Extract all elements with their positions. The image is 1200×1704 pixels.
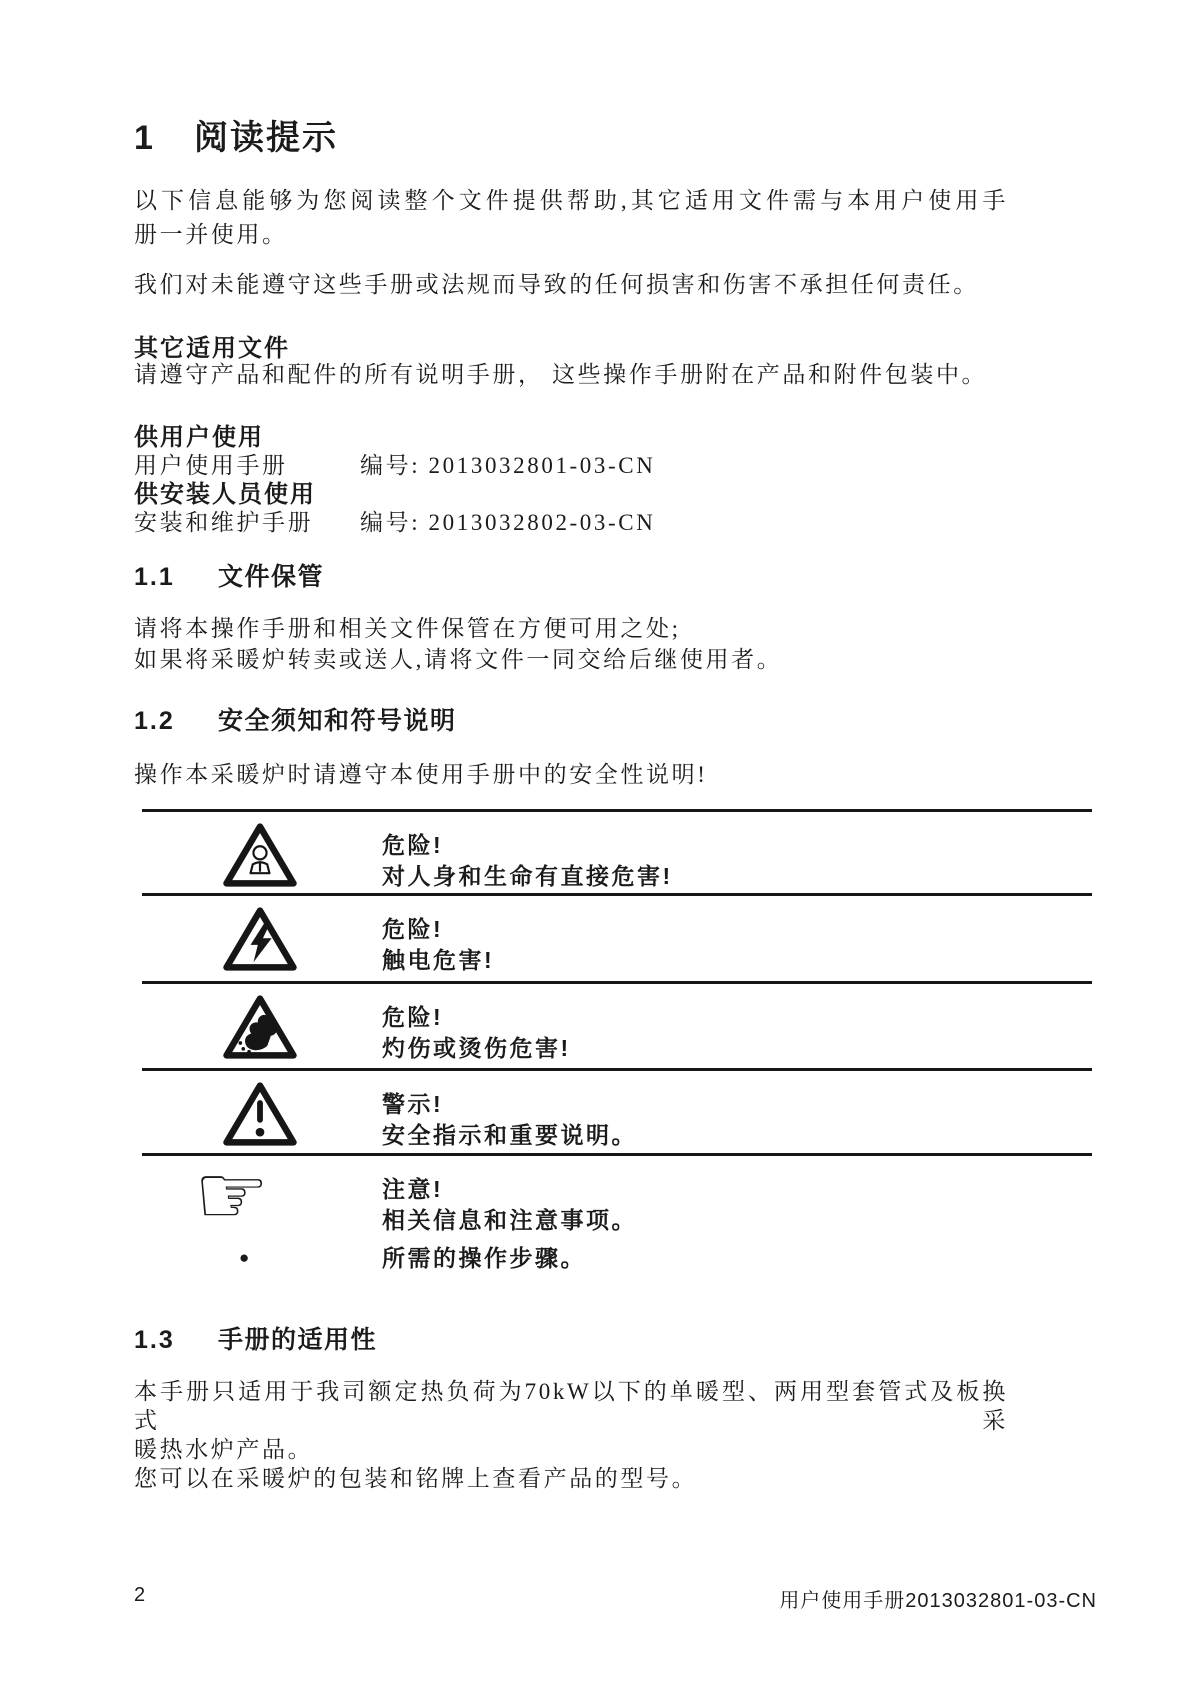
section-1-2-body: 操作本采暖炉时请遵守本使用手册中的安全性说明! [134,762,708,787]
chapter-title-text: 阅读提示 [194,119,338,157]
body-line: 暖热水炉产品。 [134,1437,314,1462]
doc-ref: 编号: 2013032801-03-CN [360,453,656,478]
symbol-text [382,1082,637,1151]
action-step-row [142,1243,1092,1274]
symbol-desc: 触电危害! [382,947,495,973]
section-heading-text: 手册的适用性 [218,1326,378,1354]
symbol-title: 危险! [382,832,444,858]
section-1-1-heading [134,557,324,593]
for-user-heading: 供用户使用 [134,424,264,451]
section-number: 1.3 [134,1326,175,1354]
section-1-3-body [134,1377,1008,1493]
symbol-title: 危险! [382,916,444,942]
footer-doc-ref: 用户使用手册2013032801-03-CN [779,1590,1097,1612]
doc-ref: 编号: 2013032802-03-CN [360,510,656,535]
bullet-icon: ● [239,1248,250,1267]
danger-person-triangle-icon [142,823,382,892]
symbol-row [142,981,1092,1068]
body-line: 您可以在采暖炉的包装和铭牌上查看产品的型号。 [134,1466,698,1491]
safety-symbol-table [142,809,1092,1274]
symbol-title: 警示! [382,1091,444,1117]
installer-doc-row [134,504,655,537]
symbol-text [382,1167,637,1236]
symbol-row [142,1068,1092,1153]
symbol-row [142,809,1092,893]
body-line: 本手册只适用于我司额定热负荷为70kW以下的单暖型、两用型套管式及板换式采 [134,1379,1008,1433]
warning-exclamation-triangle-icon [142,1082,382,1151]
symbol-title: 危险! [382,1004,444,1030]
intro-line-1: 以下信息能够为您阅读整个文件提供帮助,其它适用文件需与本用户使用手 [134,188,1008,213]
chapter-title [134,110,338,159]
symbol-desc: 安全指示和重要说明。 [382,1122,637,1148]
burn-scald-triangle-icon [142,995,382,1064]
action-step-text: 所需的操作步骤。 [382,1245,586,1271]
body-line: 如果将采暖炉转卖或送人,请将文件一同交给后继使用者。 [134,647,783,672]
page-number: 2 [134,1584,147,1606]
symbol-desc: 灼伤或烫伤危害! [382,1035,571,1061]
section-1-3-heading [134,1320,377,1356]
other-docs-heading: 其它适用文件 [134,335,290,362]
section-1-1-body [134,613,782,675]
section-1-2-heading [134,701,457,737]
liability-paragraph: 我们对未能遵守这些手册或法规而导致的任何损害和伤害不承担任何责任。 [134,272,979,297]
intro-line-2: 册一并使用。 [134,222,288,247]
chapter-number: 1 [134,119,155,157]
symbol-title: 注意! [382,1176,444,1202]
electric-shock-triangle-icon [142,907,382,976]
intro-paragraph [134,184,1008,252]
symbol-text [382,823,673,892]
pointing-hand-icon: ☞ [194,1146,270,1244]
symbol-text [382,907,494,976]
section-number: 1.2 [134,707,175,735]
section-number: 1.1 [134,563,175,591]
other-docs-body: 请遵守产品和配件的所有说明手册， 这些操作手册附在产品和附件包装中。 [134,362,988,387]
section-heading-text: 安全须知和符号说明 [218,707,457,735]
symbol-desc: 对人身和生命有直接危害! [382,863,673,889]
doc-name: 用户使用手册 [134,453,288,478]
symbol-row [142,1146,1092,1244]
body-line: 请将本操作手册和相关文件保管在方便可用之处; [134,616,681,641]
section-heading-text: 文件保管 [218,563,325,591]
symbol-text [382,995,571,1064]
doc-name: 安装和维护手册 [134,510,314,535]
page-footer [134,1584,1097,1613]
for-installer-heading: 供安装人员使用 [134,481,316,508]
symbol-row [142,893,1092,981]
symbol-desc: 相关信息和注意事项。 [382,1207,637,1233]
